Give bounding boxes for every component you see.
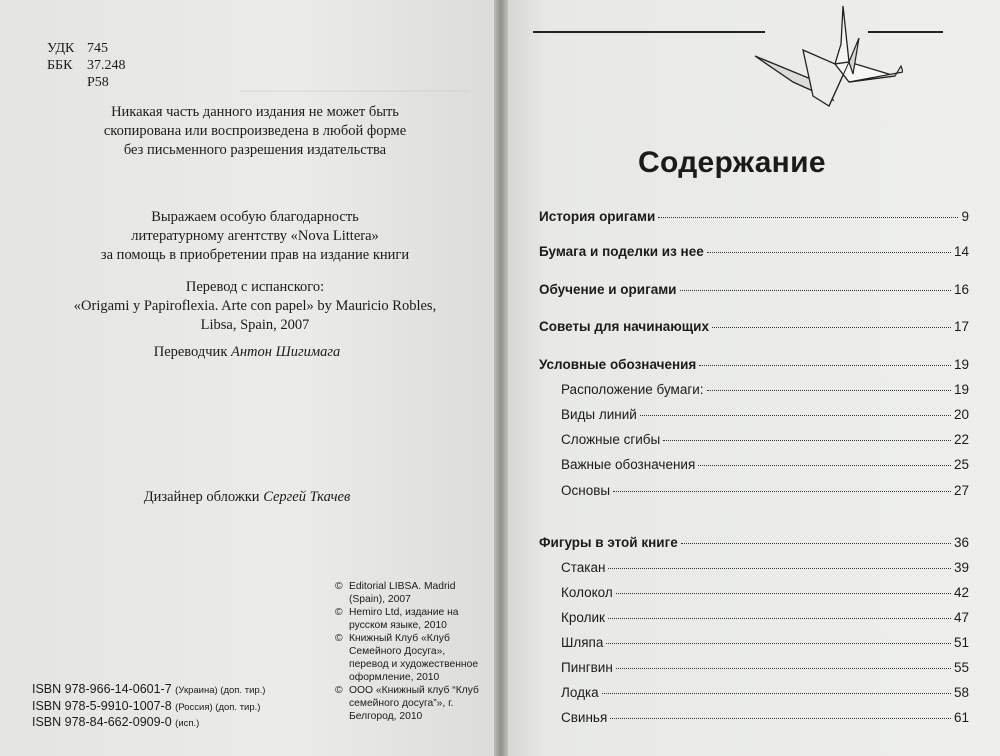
- isbn-note: (исп.): [175, 718, 200, 729]
- toc-leader-dots: [606, 643, 951, 644]
- isbn-line: [32, 699, 265, 716]
- toc-page-number: 58: [953, 685, 969, 700]
- isbn-number: ISBN 978-966-14-0601-7: [32, 682, 172, 696]
- isbn-note: (Украина) (доп. тир.): [175, 685, 266, 696]
- toc-page-number: 22: [953, 432, 969, 447]
- acknowledgement: [60, 208, 450, 265]
- toc-entry: [539, 660, 969, 675]
- toc-entry: [539, 457, 969, 472]
- translation-source: [60, 278, 450, 335]
- toc-entry-label: Кролик: [561, 610, 605, 625]
- designer-label: Дизайнер обложки: [143, 489, 260, 505]
- code-value: P58: [87, 75, 109, 90]
- toc-entry: [539, 282, 969, 297]
- origami-crane-icon: [753, 4, 903, 108]
- bbk-row: [47, 57, 126, 74]
- thanks-line: за помощь в приобретении прав на издание книги: [100, 247, 410, 263]
- copyright-icon: ©: [335, 633, 343, 644]
- copyright-line: [335, 632, 485, 684]
- translator-label: Переводчик: [153, 344, 228, 360]
- copyright-icon: ©: [335, 685, 343, 696]
- toc-entry-label: Советы для начинающих: [539, 319, 709, 334]
- toc-leader-dots: [698, 465, 951, 466]
- copyright-text: Книжный Клуб «Клуб Семейного Досуга», перевод и художественное оформление, 2010: [349, 633, 479, 683]
- code-value: 37.248: [87, 58, 126, 73]
- udk-row: [47, 40, 126, 57]
- header-rule-left: [533, 31, 765, 33]
- isbn-note: (Россия) (доп. тир.): [175, 701, 261, 713]
- toc-entry: [539, 382, 969, 397]
- toc-page-number: 51: [953, 635, 969, 650]
- translator-credit: [0, 344, 494, 361]
- toc-leader-dots: [613, 491, 951, 492]
- toc-entry: [539, 357, 969, 372]
- copyright-text: ООО «Книжный клуб “Клуб семейного досуга”», г. Белгород, 2010: [349, 685, 479, 722]
- toc-leader-dots: [610, 718, 951, 719]
- isbn-number: ISBN 978-5-9910-1007-8: [32, 698, 172, 713]
- code-value: 745: [87, 41, 108, 56]
- toc-entry-label: Пингвин: [561, 660, 613, 675]
- toc-entry: [539, 209, 969, 224]
- classification-codes: [47, 40, 126, 91]
- toc-entry: [539, 710, 969, 725]
- thanks-line: литературному агентству «Nova Littera»: [131, 228, 379, 244]
- toc-entry: [539, 244, 969, 259]
- code-label: ББК: [47, 58, 73, 73]
- toc-entry-label: Условные обозначения: [539, 357, 697, 372]
- toc-leader-dots: [712, 327, 951, 328]
- toc-leader-dots: [608, 618, 951, 619]
- copyright-line: [335, 684, 485, 723]
- toc-leader-dots: [616, 668, 951, 669]
- toc-entry-label: Шляпа: [561, 635, 604, 650]
- toc-entry-label: Расположение бумаги:: [561, 382, 704, 397]
- translation-line: Перевод с испанского:: [185, 279, 325, 295]
- toc-entry-label: Бумага и поделки из нее: [539, 244, 704, 259]
- toc-entry: [539, 407, 969, 422]
- toc-page-number: 9: [961, 209, 969, 224]
- toc-page-number: 55: [953, 660, 969, 675]
- right-page: [508, 0, 1000, 756]
- toc-entry-label: Виды линий: [561, 407, 637, 422]
- copyright-block: [335, 580, 485, 723]
- toc-leader-dots: [707, 390, 951, 391]
- toc-page-number: 17: [953, 319, 969, 334]
- toc-page-number: 36: [953, 535, 969, 550]
- copyright-text: Hemiro Ltd, издание на русском языке, 2010: [349, 607, 459, 631]
- toc-entry-label: Важные обозначения: [561, 457, 696, 472]
- isbn-line: [32, 682, 265, 699]
- copyright-line: [335, 580, 485, 606]
- toc-entry: [539, 635, 969, 650]
- toc-page-number: 16: [953, 282, 969, 297]
- contents-title: Содержание: [638, 146, 826, 179]
- toc-page-number: 19: [953, 357, 969, 372]
- toc-entry: [539, 483, 969, 498]
- rights-line: скопирована или воспроизведена в любой форме: [103, 123, 407, 139]
- translation-line: «Origami y Papiroflexia. Arte con papel» by Mauricio Robles,: [73, 298, 437, 314]
- isbn-number: ISBN 978-84-662-0909-0: [32, 715, 172, 729]
- toc-page-number: 47: [953, 610, 969, 625]
- toc-entry: [539, 432, 969, 447]
- toc-entry-label: Стакан: [561, 560, 606, 575]
- code-label: УДК: [47, 41, 75, 56]
- toc-entry-label: Обучение и оригами: [539, 282, 677, 297]
- toc-page-number: 61: [953, 710, 969, 725]
- author-mark-row: [47, 74, 126, 91]
- toc-entry: [539, 585, 969, 600]
- rights-line: без письменного разрешения издательства: [123, 142, 387, 158]
- toc-leader-dots: [602, 693, 951, 694]
- toc-page-number: 25: [953, 457, 969, 472]
- toc-page-number: 14: [953, 244, 969, 259]
- toc-page-number: 20: [953, 407, 969, 422]
- book-spine-gutter: [494, 0, 508, 756]
- copyright-icon: ©: [335, 607, 343, 618]
- toc-entry: [539, 535, 969, 550]
- toc-entry: [539, 560, 969, 575]
- toc-leader-dots: [707, 252, 951, 253]
- toc-leader-dots: [699, 365, 951, 366]
- isbn-block: [32, 682, 265, 732]
- code-label: [47, 74, 87, 91]
- toc-page-number: 27: [953, 483, 969, 498]
- copyright-text: Editorial LIBSA. Madrid (Spain), 2007: [349, 581, 456, 605]
- left-page: [0, 0, 494, 756]
- toc-entry: [539, 319, 969, 334]
- toc-entry-label: Фигуры в этой книге: [539, 535, 678, 550]
- toc-page-number: 19: [953, 382, 969, 397]
- toc-page-number: 39: [953, 560, 969, 575]
- toc-entry: [539, 685, 969, 700]
- toc-entry-label: Свинья: [561, 710, 608, 725]
- copyright-line: [335, 606, 485, 632]
- designer-name: Сергей Ткачев: [263, 489, 351, 505]
- toc-leader-dots: [608, 568, 951, 569]
- toc-entry-label: Колокол: [561, 585, 613, 600]
- designer-credit: [0, 489, 494, 506]
- thanks-line: Выражаем особую благодарность: [151, 209, 359, 225]
- toc-entry: [539, 610, 969, 625]
- rights-notice: [60, 103, 450, 160]
- translator-name: Антон Шигимага: [231, 344, 341, 360]
- isbn-line: [32, 715, 265, 732]
- toc-leader-dots: [658, 217, 958, 218]
- rights-line: Никакая часть данного издания не может быть: [111, 104, 399, 120]
- toc-leader-dots: [680, 290, 951, 291]
- toc-entry-label: Лодка: [561, 685, 599, 700]
- copyright-icon: ©: [335, 581, 343, 592]
- translation-line: Libsa, Spain, 2007: [200, 317, 310, 333]
- toc-entry-label: История оригами: [539, 209, 656, 224]
- toc-leader-dots: [616, 593, 951, 594]
- toc-entry-label: Сложные сгибы: [561, 432, 661, 447]
- toc-leader-dots: [663, 440, 951, 441]
- toc-leader-dots: [681, 543, 951, 544]
- toc-entry-label: Основы: [561, 483, 611, 498]
- toc-page-number: 42: [953, 585, 969, 600]
- toc-leader-dots: [640, 415, 951, 416]
